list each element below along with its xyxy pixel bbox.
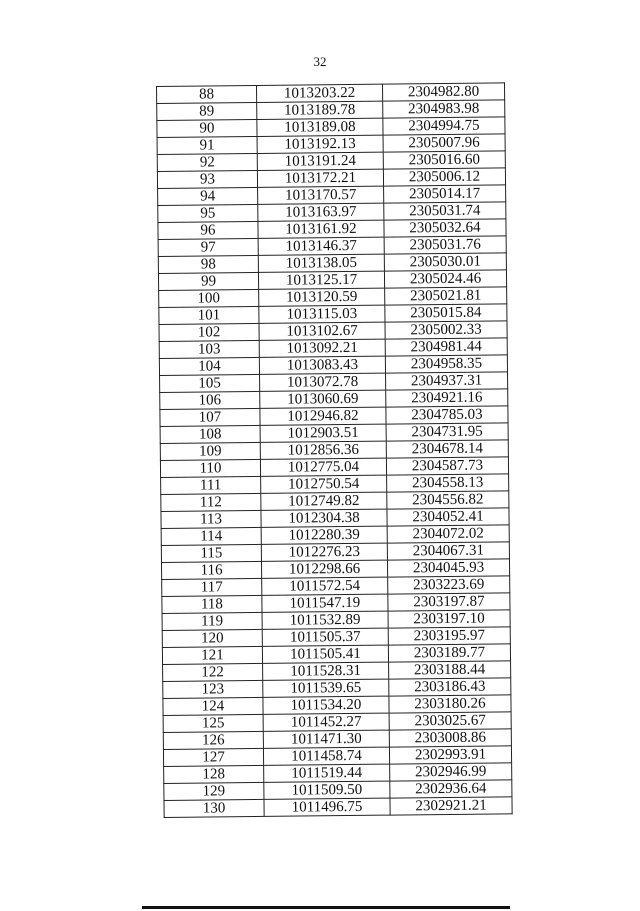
y-coordinate-cell: 2302921.21: [390, 797, 512, 815]
x-coordinate-cell: 1013102.67: [259, 322, 385, 340]
x-coordinate-cell: 1013191.24: [257, 152, 383, 170]
y-coordinate-cell: 2304785.03: [386, 406, 508, 424]
y-coordinate-cell: 2305016.60: [383, 151, 505, 169]
point-number-cell: 122: [163, 663, 263, 681]
point-number-cell: 90: [157, 119, 257, 137]
point-number-cell: 98: [158, 255, 258, 273]
point-number-cell: 100: [159, 289, 259, 307]
x-coordinate-cell: 1011528.31: [263, 662, 389, 680]
x-coordinate-cell: 1011539.65: [263, 679, 389, 697]
point-number-cell: 120: [162, 629, 262, 647]
point-number-cell: 109: [160, 442, 260, 460]
point-number-cell: 127: [163, 748, 263, 766]
point-number-cell: 106: [160, 391, 260, 409]
x-coordinate-cell: 1012903.51: [260, 424, 386, 442]
point-number-cell: 128: [164, 765, 264, 783]
y-coordinate-cell: 2305031.74: [384, 202, 506, 220]
point-number-cell: 117: [162, 578, 262, 596]
x-coordinate-cell: 1011532.89: [262, 611, 388, 629]
x-coordinate-cell: 1011534.20: [263, 696, 389, 714]
x-coordinate-cell: 1012856.36: [260, 441, 386, 459]
x-coordinate-cell: 1012298.66: [261, 560, 387, 578]
y-coordinate-cell: 2305006.12: [383, 168, 505, 186]
point-number-cell: 115: [161, 544, 261, 562]
x-coordinate-cell: 1012775.04: [260, 458, 386, 476]
x-coordinate-cell: 1013172.21: [257, 169, 383, 187]
x-coordinate-cell: 1013163.97: [258, 203, 384, 221]
y-coordinate-cell: 2303188.44: [389, 661, 511, 679]
y-coordinate-cell: 2304958.35: [385, 355, 507, 373]
y-coordinate-cell: 2304678.14: [386, 440, 508, 458]
y-coordinate-cell: 2304556.82: [387, 491, 509, 509]
y-coordinate-cell: 2304731.95: [386, 423, 508, 441]
x-coordinate-cell: 1012276.23: [261, 543, 387, 561]
x-coordinate-cell: 1013170.57: [258, 186, 384, 204]
x-coordinate-cell: 1013161.92: [258, 220, 384, 238]
point-number-cell: 107: [160, 408, 260, 426]
x-coordinate-cell: 1013189.78: [257, 101, 383, 119]
x-coordinate-cell: 1011505.41: [262, 645, 388, 663]
y-coordinate-cell: 2304558.13: [387, 474, 509, 492]
point-number-cell: 88: [157, 85, 257, 103]
x-coordinate-cell: 1013192.13: [257, 135, 383, 153]
point-number-cell: 125: [163, 714, 263, 732]
point-number-cell: 89: [157, 102, 257, 120]
point-number-cell: 126: [163, 731, 263, 749]
y-coordinate-cell: 2303025.67: [389, 712, 511, 730]
y-coordinate-cell: 2304981.44: [385, 338, 507, 356]
y-coordinate-cell: 2304067.31: [387, 542, 509, 560]
point-number-cell: 123: [163, 680, 263, 698]
x-coordinate-cell: 1013146.37: [258, 237, 384, 255]
coordinates-table-body: [157, 83, 513, 818]
y-coordinate-cell: 2304937.31: [386, 372, 508, 390]
y-coordinate-cell: 2305032.64: [384, 219, 506, 237]
y-coordinate-cell: 2305007.96: [383, 134, 505, 152]
point-number-cell: 96: [158, 221, 258, 239]
coordinates-table: [156, 82, 513, 818]
point-number-cell: 94: [158, 187, 258, 205]
point-number-cell: 114: [161, 527, 261, 545]
x-coordinate-cell: 1011471.30: [263, 730, 389, 748]
point-number-cell: 124: [163, 697, 263, 715]
y-coordinate-cell: 2305021.81: [385, 287, 507, 305]
point-number-cell: 116: [161, 561, 261, 579]
y-coordinate-cell: 2304045.93: [387, 559, 509, 577]
x-coordinate-cell: 1013115.03: [259, 305, 385, 323]
y-coordinate-cell: 2302993.91: [389, 746, 511, 764]
x-coordinate-cell: 1012750.54: [261, 475, 387, 493]
x-coordinate-cell: 1013120.59: [259, 288, 385, 306]
point-number-cell: 119: [162, 612, 262, 630]
x-coordinate-cell: 1011509.50: [264, 781, 390, 799]
point-number-cell: 99: [158, 272, 258, 290]
x-coordinate-cell: 1013203.22: [256, 84, 382, 102]
page-bottom-rule: [142, 906, 510, 909]
y-coordinate-cell: 2305015.84: [385, 304, 507, 322]
y-coordinate-cell: 2302936.64: [390, 780, 512, 798]
y-coordinate-cell: 2304921.16: [386, 389, 508, 407]
point-number-cell: 95: [158, 204, 258, 222]
point-number-cell: 110: [160, 459, 260, 477]
x-coordinate-cell: 1011458.74: [263, 747, 389, 765]
point-number-cell: 130: [164, 799, 264, 817]
y-coordinate-cell: 2303180.26: [389, 695, 511, 713]
point-number-cell: 93: [157, 170, 257, 188]
point-number-cell: 97: [158, 238, 258, 256]
y-coordinate-cell: 2304052.41: [387, 508, 509, 526]
point-number-cell: 108: [160, 425, 260, 443]
point-number-cell: 111: [161, 476, 261, 494]
y-coordinate-cell: 2305024.46: [384, 270, 506, 288]
x-coordinate-cell: 1013125.17: [258, 271, 384, 289]
point-number-cell: 102: [159, 323, 259, 341]
point-number-cell: 91: [157, 136, 257, 154]
point-number-cell: 121: [162, 646, 262, 664]
point-number-cell: 118: [162, 595, 262, 613]
y-coordinate-cell: 2305030.01: [384, 253, 506, 271]
y-coordinate-cell: 2303197.10: [388, 610, 510, 628]
point-number-cell: 92: [157, 153, 257, 171]
y-coordinate-cell: 2304072.02: [387, 525, 509, 543]
x-coordinate-cell: 1013072.78: [260, 373, 386, 391]
y-coordinate-cell: 2304982.80: [382, 83, 504, 101]
y-coordinate-cell: 2303008.86: [389, 729, 511, 747]
point-number-cell: 101: [159, 306, 259, 324]
x-coordinate-cell: 1012280.39: [261, 526, 387, 544]
x-coordinate-cell: 1012749.82: [261, 492, 387, 510]
y-coordinate-cell: 2303197.87: [388, 593, 510, 611]
x-coordinate-cell: 1011572.54: [262, 577, 388, 595]
x-coordinate-cell: 1013060.69: [260, 390, 386, 408]
y-coordinate-cell: 2305031.76: [384, 236, 506, 254]
x-coordinate-cell: 1011496.75: [264, 798, 390, 816]
point-number-cell: 112: [161, 493, 261, 511]
y-coordinate-cell: 2305014.17: [384, 185, 506, 203]
x-coordinate-cell: 1011505.37: [262, 628, 388, 646]
y-coordinate-cell: 2302946.99: [390, 763, 512, 781]
x-coordinate-cell: 1011452.27: [263, 713, 389, 731]
x-coordinate-cell: 1013138.05: [258, 254, 384, 272]
y-coordinate-cell: 2303186.43: [389, 678, 511, 696]
y-coordinate-cell: 2304994.75: [383, 117, 505, 135]
y-coordinate-cell: 2303195.97: [388, 627, 510, 645]
point-number-cell: 103: [159, 340, 259, 358]
x-coordinate-cell: 1012304.38: [261, 509, 387, 527]
x-coordinate-cell: 1011519.44: [264, 764, 390, 782]
x-coordinate-cell: 1012946.82: [260, 407, 386, 425]
page-number: 32: [313, 54, 327, 69]
point-number-cell: 113: [161, 510, 261, 528]
x-coordinate-cell: 1013092.21: [259, 339, 385, 357]
x-coordinate-cell: 1011547.19: [262, 594, 388, 612]
y-coordinate-cell: 2303223.69: [388, 576, 510, 594]
table-row: [164, 797, 512, 818]
y-coordinate-cell: 2304983.98: [383, 100, 505, 118]
x-coordinate-cell: 1013189.08: [257, 118, 383, 136]
y-coordinate-cell: 2303189.77: [388, 644, 510, 662]
y-coordinate-cell: 2304587.73: [386, 457, 508, 475]
y-coordinate-cell: 2305002.33: [385, 321, 507, 339]
x-coordinate-cell: 1013083.43: [259, 356, 385, 374]
point-number-cell: 105: [160, 374, 260, 392]
point-number-cell: 104: [159, 357, 259, 375]
point-number-cell: 129: [164, 782, 264, 800]
